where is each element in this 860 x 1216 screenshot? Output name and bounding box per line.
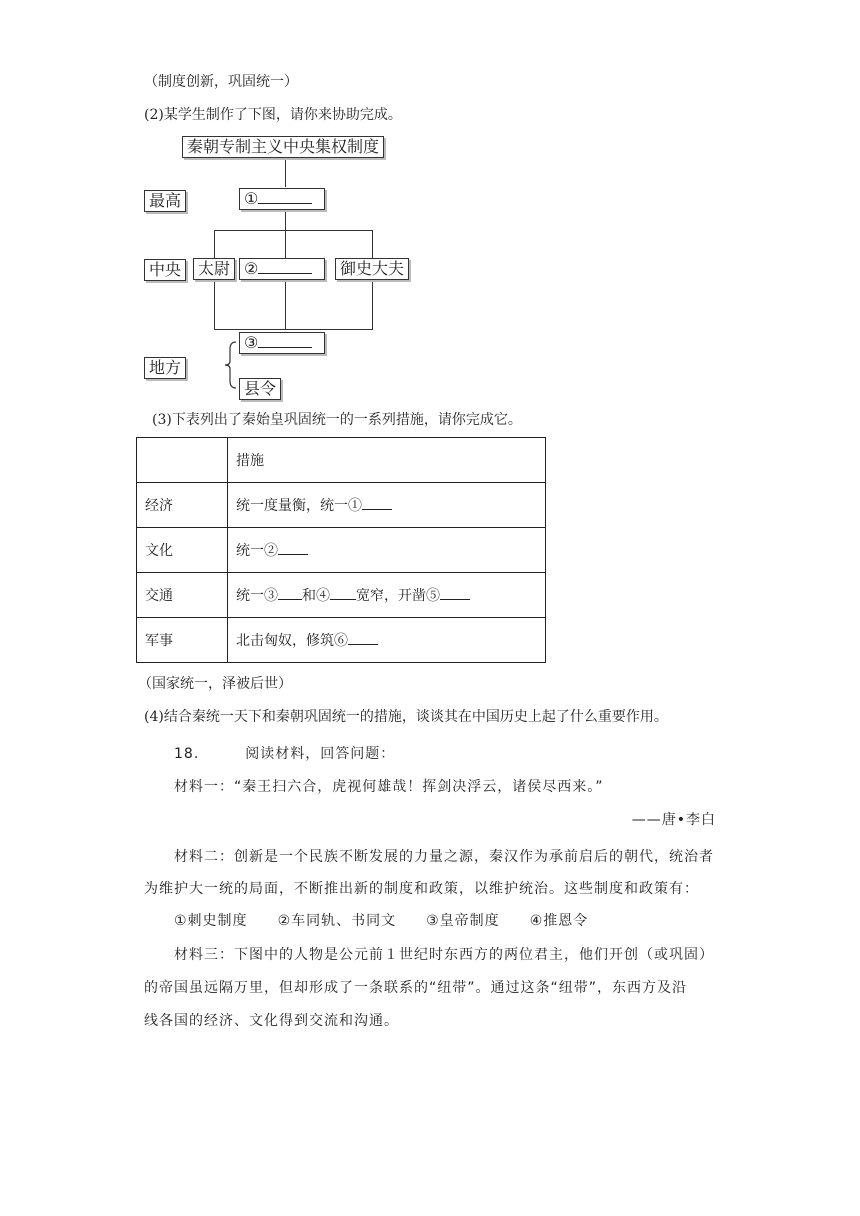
category-cell: 经济 bbox=[137, 483, 228, 528]
blank-marker-1: ① bbox=[244, 189, 259, 208]
level-local-label: 地方 bbox=[144, 357, 186, 379]
q2-prompt: (2)某学生制作了下图，请你来协助完成。 bbox=[144, 107, 402, 123]
policy-option: ②车同轨、书同文 bbox=[277, 913, 397, 929]
connector-line bbox=[214, 230, 372, 231]
answer-blank bbox=[348, 630, 378, 645]
measure-cell bbox=[228, 483, 546, 528]
table-row bbox=[137, 573, 546, 618]
category-cell: 交通 bbox=[137, 573, 228, 618]
category-cell: 军事 bbox=[137, 618, 228, 663]
yushi-box: 御史大夫 bbox=[335, 258, 409, 280]
material-2-line-2: 为维护大一统的局面，不断推出新的制度和政策，以维护统治。这些制度和政策有： bbox=[144, 881, 699, 897]
answer-blank bbox=[278, 585, 302, 600]
policy-option: ①刺史制度 bbox=[174, 913, 248, 929]
connector-line bbox=[285, 159, 286, 187]
connector-line bbox=[372, 230, 373, 330]
answer-blank bbox=[258, 189, 312, 204]
measure-text: 统一② bbox=[236, 543, 278, 559]
table-cell bbox=[137, 438, 228, 483]
blank-marker-3: ③ bbox=[244, 333, 259, 352]
measure-cell bbox=[228, 573, 546, 618]
q18-header bbox=[174, 745, 395, 763]
policy-option: ③皇帝制度 bbox=[426, 913, 500, 929]
table-row bbox=[137, 483, 546, 528]
q18-prompt: 阅读材料，回答问题： bbox=[245, 746, 396, 762]
measure-text: 统一③ bbox=[236, 588, 278, 604]
answer-blank bbox=[440, 585, 470, 600]
table-header-cell: 措施 bbox=[228, 438, 546, 483]
measures-table bbox=[136, 437, 546, 663]
answer-blank bbox=[258, 333, 312, 348]
category-cell: 文化 bbox=[137, 528, 228, 573]
material-3-line-3: 线各国的经济、文化得到交流和沟通。 bbox=[144, 1013, 399, 1029]
connector-line bbox=[214, 329, 372, 330]
measure-text: 统一度量衡，统一① bbox=[236, 498, 362, 514]
question-number: 18. bbox=[174, 746, 200, 762]
diagram-title-box: 秦朝专制主义中央集权制度 bbox=[182, 136, 384, 158]
measure-cell bbox=[228, 618, 546, 663]
blank-box-2 bbox=[239, 258, 325, 280]
policy-options bbox=[174, 912, 588, 930]
material-1: 材料一：“秦王扫六合，虎视何雄哉！挥剑决浮云，诸侯尽西来。” bbox=[174, 779, 604, 795]
table-row bbox=[137, 438, 546, 483]
section-note-2: （国家统一，泽被后世） bbox=[138, 676, 292, 692]
brace-icon bbox=[224, 341, 238, 389]
blank-box-1 bbox=[239, 188, 325, 210]
xianling-box: 县令 bbox=[239, 378, 281, 400]
material-3-line-2: 的帝国虽远隔万里，但却形成了一条联系的“纽带”。通过这条“纽带”，东西方及沿 bbox=[144, 980, 688, 996]
answer-blank bbox=[330, 585, 356, 600]
q3-prompt: (3)下表列出了秦始皇巩固统一的一系列措施，请你完成它。 bbox=[152, 412, 522, 428]
section-note-1: （制度创新，巩固统一） bbox=[144, 74, 298, 90]
answer-blank bbox=[258, 259, 312, 274]
measure-text: 北击匈奴，修筑⑥ bbox=[236, 633, 348, 649]
connector-line bbox=[214, 230, 215, 330]
table-row bbox=[137, 528, 546, 573]
blank-marker-2: ② bbox=[244, 259, 259, 278]
measure-text: 和④ bbox=[302, 588, 330, 604]
blank-box-3 bbox=[239, 332, 325, 354]
measure-cell bbox=[228, 528, 546, 573]
material-3-line-1: 材料三：下图中的人物是公元前１世纪时东西方的两位君主，他们开创（或巩固） bbox=[174, 947, 714, 963]
taiwei-box: 太尉 bbox=[193, 258, 235, 280]
answer-blank bbox=[278, 540, 308, 555]
level-central-label: 中央 bbox=[144, 259, 186, 281]
material-2-line-1: 材料二：创新是一个民族不断发展的力量之源，秦汉作为承前启后的朝代，统治者 bbox=[174, 849, 714, 865]
q4-prompt: (4)结合秦统一天下和秦朝巩固统一的措施，谈谈其在中国历史上起了什么重要作用。 bbox=[144, 709, 668, 725]
table-row bbox=[137, 618, 546, 663]
policy-option: ④推恩令 bbox=[529, 913, 589, 929]
level-top-label: 最高 bbox=[144, 190, 186, 212]
answer-blank bbox=[362, 495, 392, 510]
measure-text: 宽窄，开凿⑤ bbox=[356, 588, 440, 604]
material-1-source: ——唐•李白 bbox=[631, 812, 716, 828]
